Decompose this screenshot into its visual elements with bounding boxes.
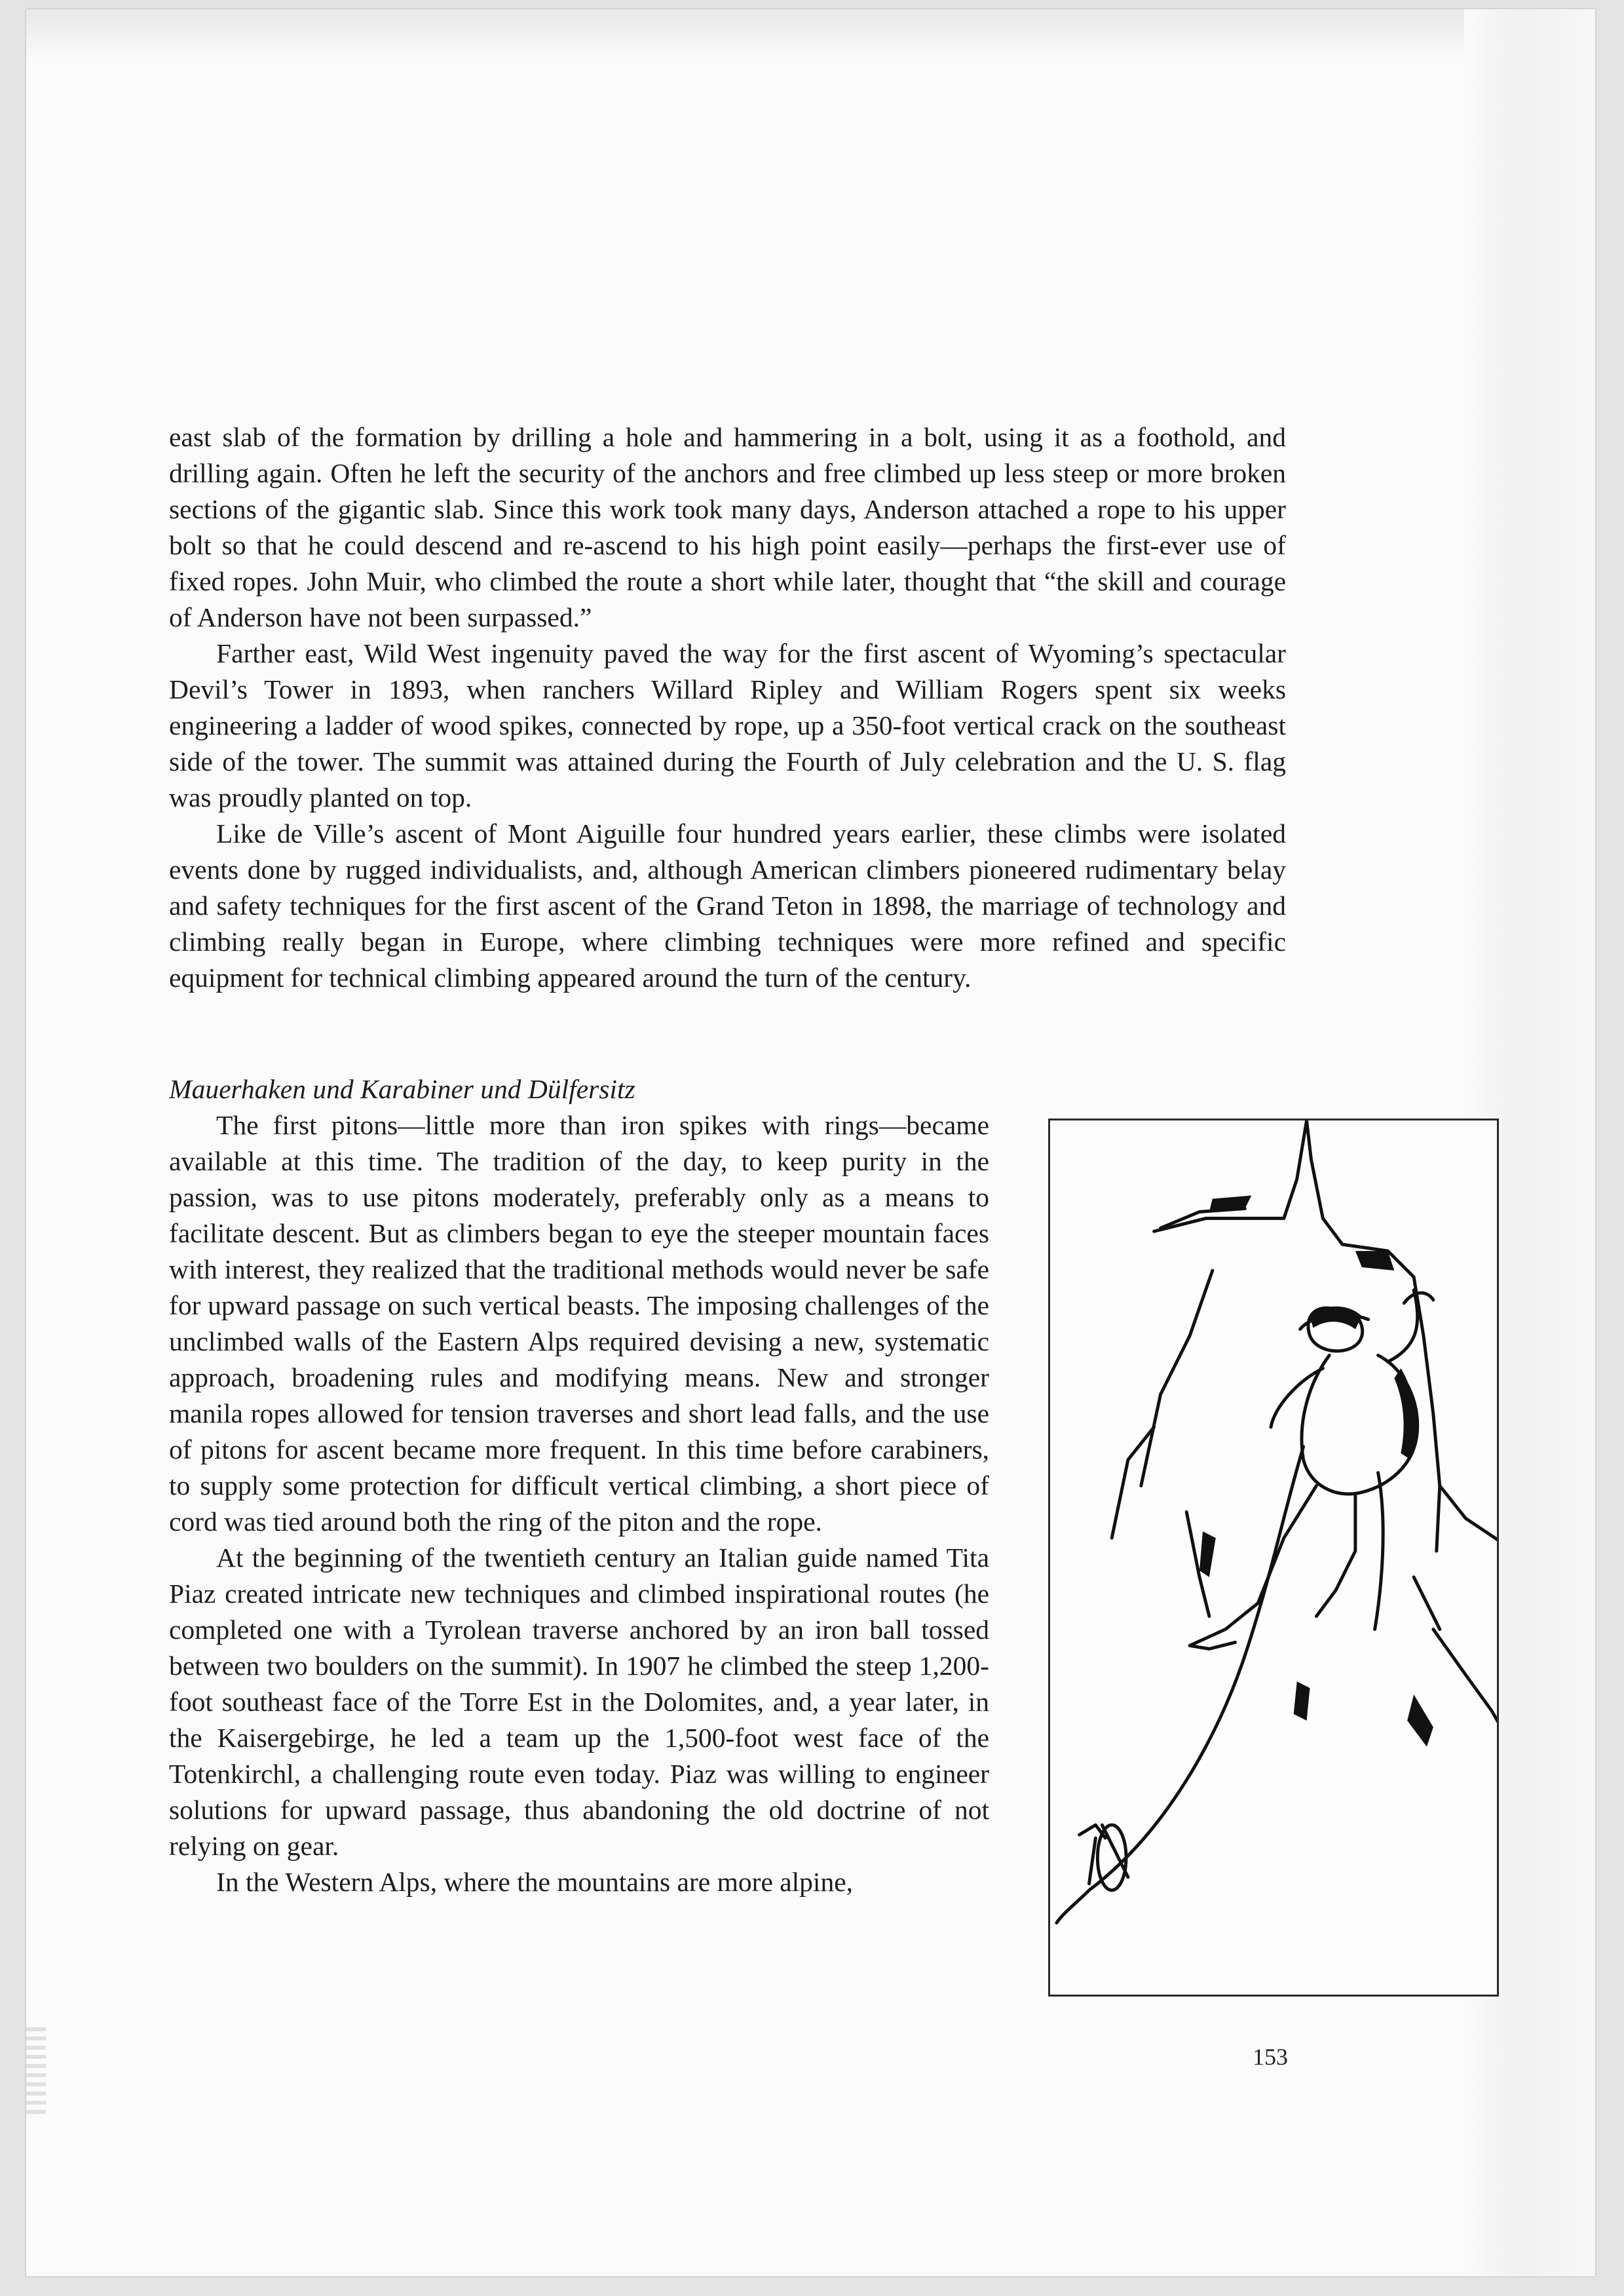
section-subheading: Mauerhaken und Karabiner und Dülfersitz [169, 1074, 635, 1104]
paragraph: Like de Ville’s ascent of Mont Aiguille four hundred years earlier, these climbs were isolated events done by rugged individualists, and, although American climbers pioneered rudimentary belay and safety techniques for the first ascent of the Grand Teton in 1898, the marriage of technology and climbing really began in Europe, where climbing techniques were more refined and specific equipment for technical climbing appeared around the turn of the century. [169, 818, 1286, 993]
body-text-top [169, 419, 1286, 996]
paragraph: At the beginning of the twentieth century an Italian guide named Tita Piaz created intricate new techniques and climbed inspirational routes (he completed one with a Tyrolean traverse anchored by an iron ball tossed between two boulders on the summit). In 1907 he climbed the steep 1,200-foot southeast face of the Torre Est in the Dolomites, and, a year later, in the Kaisergebirge, he led a team up the 1,500-foot west face of the Totenkirchl, a challenging route even today. Piaz was willing to engineer solutions for upward passage, thus abandoning the old doctrine of not relying on gear. [169, 1542, 989, 1861]
paragraph: Farther east, Wild West ingenuity paved the way for the first ascent of Wyoming’s spectacular Devil’s Tower in 1893, when ranchers Willard Ripley and William Rogers spent six weeks engineering a ladder of wood spikes, connected by rope, up a 350-foot vertical crack on the southeast side of the tower. The summit was attained during the Fourth of July celebration and the U. S. flag was proudly planted on top. [169, 638, 1286, 813]
scan-top-shadow [26, 9, 1595, 62]
paragraph: In the Western Alps, where the mountains are more alpine, [216, 1867, 854, 1897]
paragraph: The first pitons—little more than iron spikes with rings—became available at this time. The tradition of the day, to keep purity in the passion, was to use pitons moderately, preferably only as a means to facilitate descent. But as climbers began to eye the steeper mountain faces with interest, they realized that the traditional methods would never be safe for upward passage on such vertical beasts. The imposing challenges of the unclimbed walls of the Eastern Alps required devising a new, systematic approach, broadening rules and modifying means. New and stronger manila ropes allowed for tension traverses and short lead falls, and the use of pitons for ascent became more frequent. In this time before carabiners, to supply some protection for difficult vertical climbing, a short piece of cord was tied around both the ring of the piton and the rope. [169, 1110, 989, 1537]
climber-illustration [1048, 1119, 1499, 1997]
climber-illustration-icon [1050, 1120, 1497, 1995]
scan-binding-marks [26, 2027, 46, 2119]
page-number: 153 [1253, 2044, 1288, 2070]
body-text-left-column [169, 1071, 989, 1900]
paragraph: east slab of the formation by drilling a hole and hammering in a bolt, using it as a foothold, and drilling again. Often he left the security of the anchors and free climbed up less steep or more broken sections of the gigantic slab. Since this work took many days, Anderson attached a rope to his upper bolt so that he could descend and re-ascend to his high point easily—perhaps the first-ever use of fixed ropes. John Muir, who climbed the route a short while later, thought that “the skill and courage of Anderson have not been surpassed.” [169, 422, 1286, 632]
